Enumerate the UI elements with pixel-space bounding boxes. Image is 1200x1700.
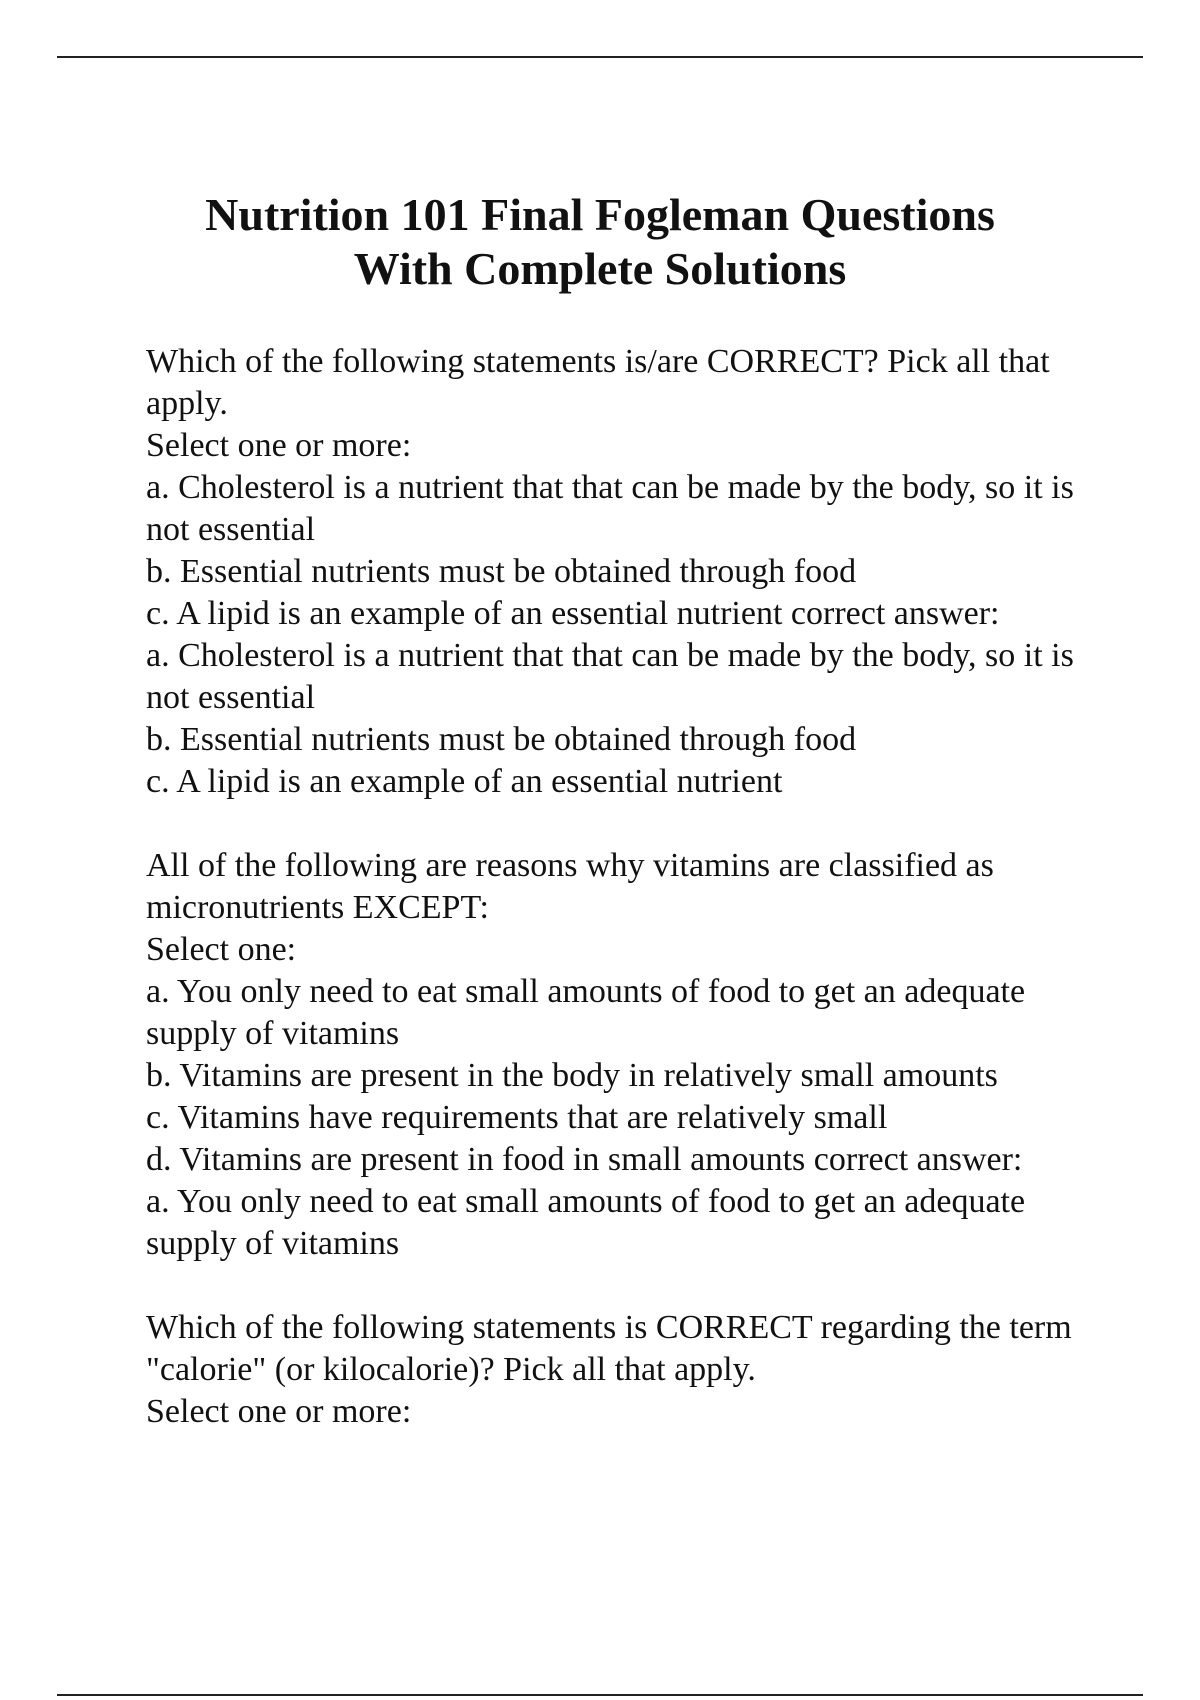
bottom-rule [57,1694,1143,1696]
question-2-instruction: Select one: [146,931,297,968]
question-1-option-a: a. Cholesterol is a nutrient that that can be made by the body, so it is not essential [146,469,1074,548]
question-2-option-d: d. Vitamins are present in food in small amounts correct answer: [146,1141,1023,1178]
question-3-prompt: Which of the following statements is CORRECT regarding the term "calorie" (or kilocalorie)? Pick all that apply. [146,1309,1072,1388]
question-1-option-b: b. Essential nutrients must be obtained through food [146,553,857,590]
top-rule [57,56,1143,58]
question-2-answer-a: a. You only need to eat small amounts of food to get an adequate supply of vitamins [146,1183,1026,1262]
question-1-option-c: c. A lipid is an example of an essential nutrient correct answer: [146,595,1000,632]
question-2-prompt: All of the following are reasons why vitamins are classified as micronutrients EXCEPT: [146,847,994,926]
title-line-1: Nutrition 101 Final Fogleman Questions [205,189,995,240]
question-1-answer-a: a. Cholesterol is a nutrient that that can be made by the body, so it is not essential [146,637,1074,716]
question-1-answer-c: c. A lipid is an example of an essential nutrient [146,763,783,800]
document-title [100,188,1100,296]
question-2-option-a: a. You only need to eat small amounts of food to get an adequate supply of vitamins [146,973,1026,1052]
title-line-2: With Complete Solutions [353,243,847,294]
question-2-option-b: b. Vitamins are present in the body in relatively small amounts [146,1057,998,1094]
question-block-1 [146,341,1106,803]
question-1-instruction: Select one or more: [146,427,412,464]
question-block-3 [146,1307,1106,1433]
question-3-instruction: Select one or more: [146,1393,412,1430]
question-1-answer-b: b. Essential nutrients must be obtained through food [146,721,857,758]
question-list [146,341,1106,1475]
question-2-option-c: c. Vitamins have requirements that are relatively small [146,1099,888,1136]
question-1-prompt: Which of the following statements is/are CORRECT? Pick all that apply. [146,343,1050,422]
question-block-2 [146,845,1106,1265]
